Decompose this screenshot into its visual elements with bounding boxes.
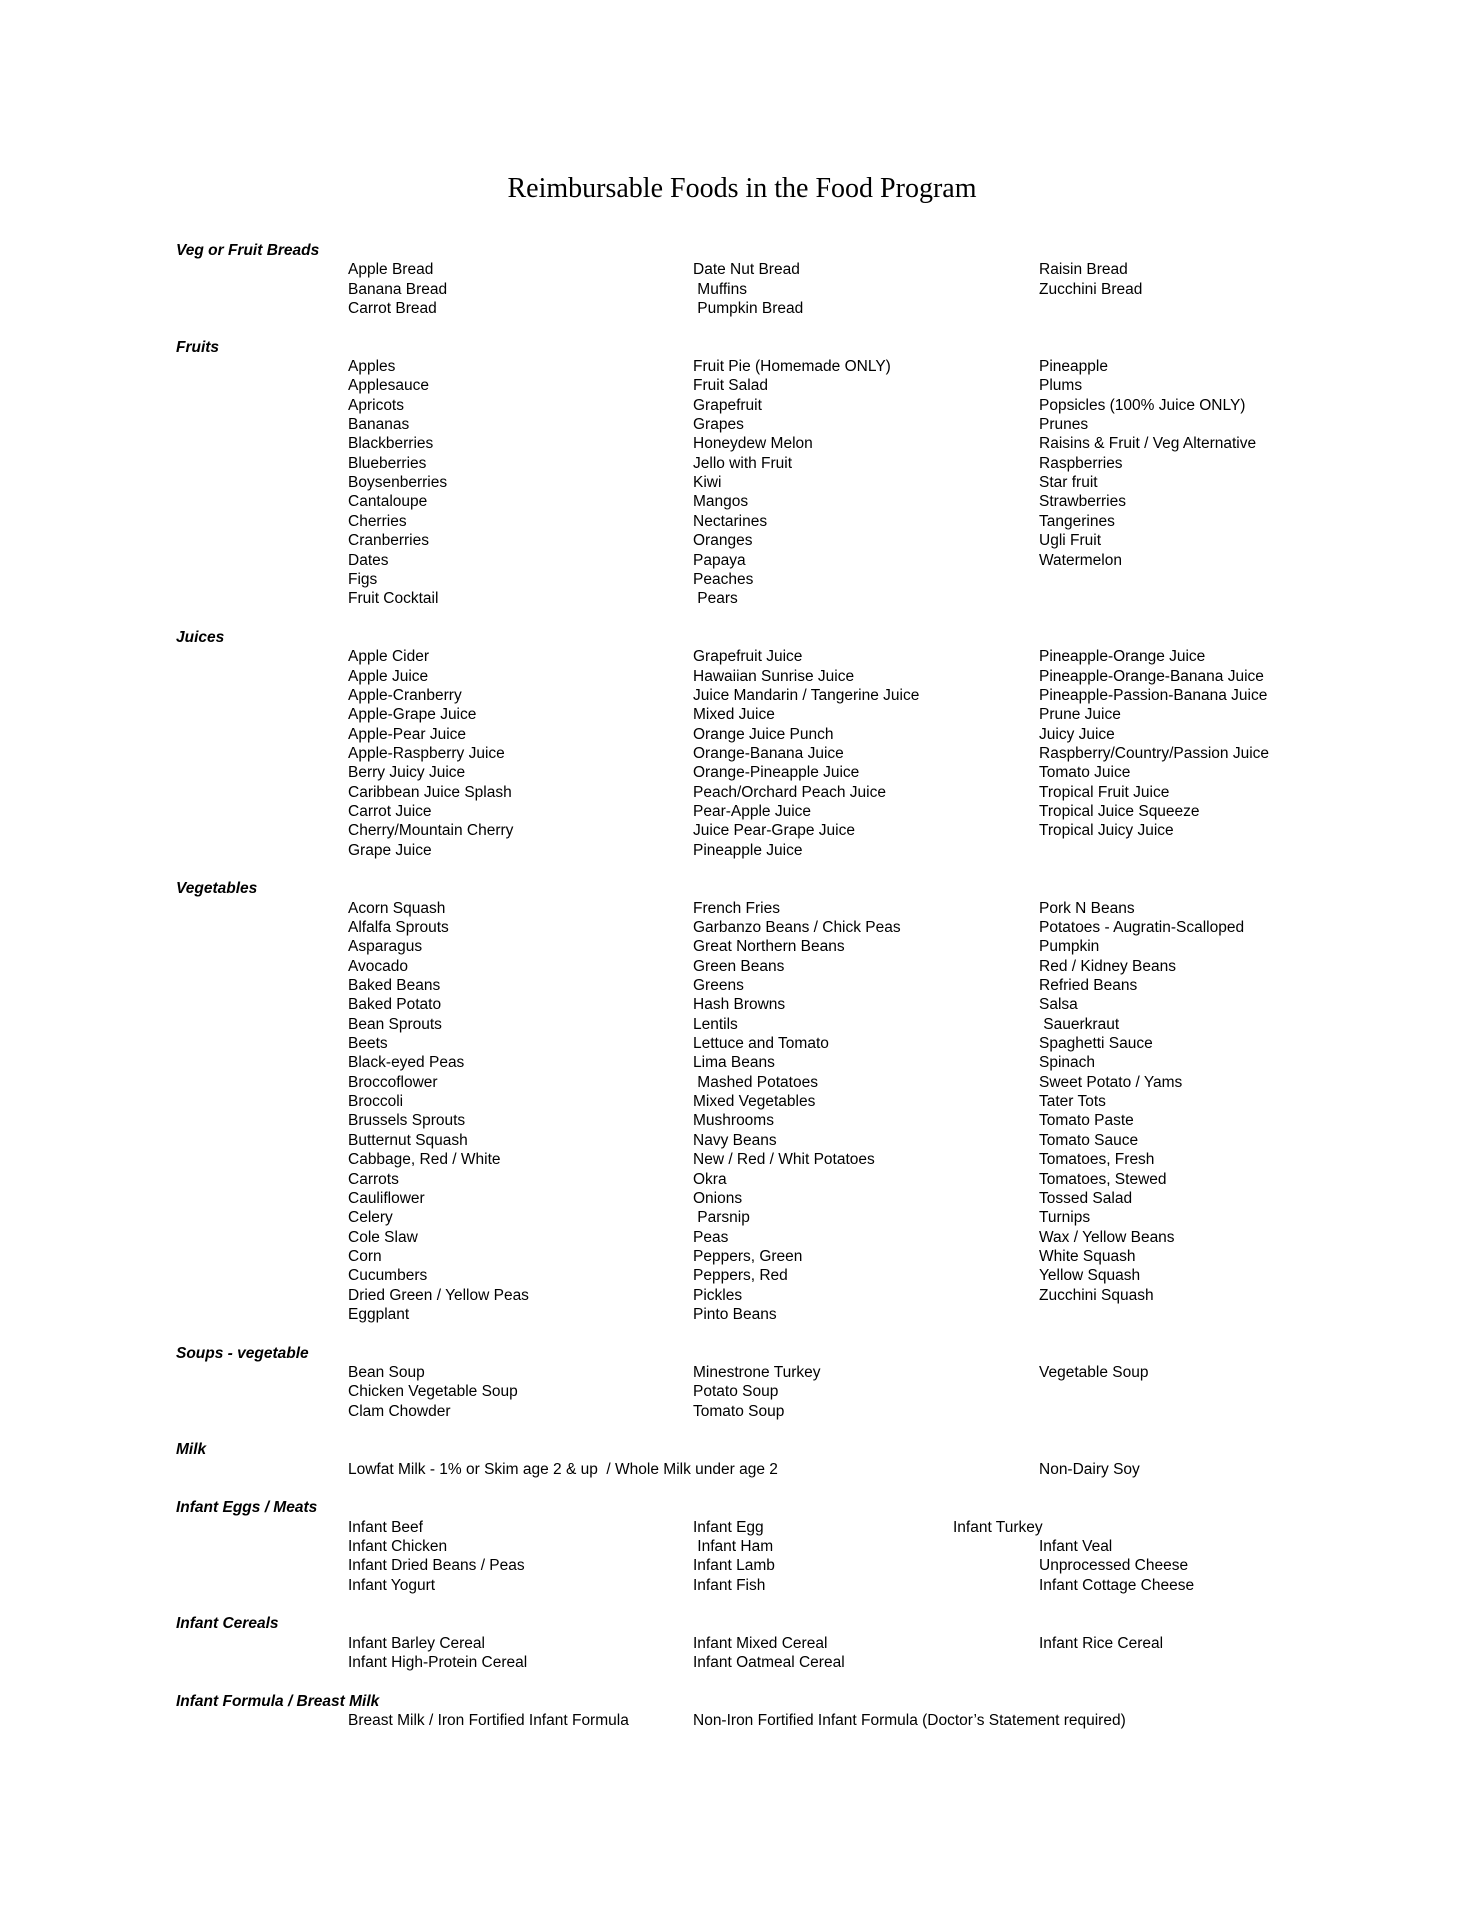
food-row <box>0 376 1484 395</box>
food-item: Infant Mixed Cereal <box>693 1634 828 1652</box>
food-item: Raspberry/Country/Passion Juice <box>1039 744 1270 762</box>
food-row <box>0 1073 1484 1092</box>
food-item: Non-Dairy Soy <box>1039 1460 1140 1478</box>
food-row <box>0 686 1484 705</box>
food-row <box>0 260 1484 279</box>
food-item: Tomato Juice <box>1039 764 1131 782</box>
food-item: Peach/Orchard Peach Juice <box>693 783 886 801</box>
food-item: Cauliflower <box>348 1189 425 1207</box>
section-heading: Soups - vegetable <box>176 1344 309 1362</box>
section-heading-row <box>0 338 1484 357</box>
section-heading: Infant Formula / Breast Milk <box>176 1692 380 1710</box>
food-item: Blackberries <box>348 435 434 453</box>
food-item: Lowfat Milk - 1% or Skim age 2 & up / Whole Milk under age 2 <box>348 1460 778 1478</box>
food-item: Date Nut Bread <box>693 261 800 279</box>
food-item: Cabbage, Red / White <box>348 1151 501 1169</box>
food-item: Beets <box>348 1035 388 1053</box>
food-item: Pineapple <box>1039 358 1108 376</box>
food-row <box>0 841 1484 860</box>
food-row <box>0 725 1484 744</box>
food-item: Apple Cider <box>348 648 429 666</box>
food-row <box>0 1382 1484 1401</box>
food-item: Avocado <box>348 957 409 975</box>
food-item: Infant Cottage Cheese <box>1039 1576 1195 1594</box>
food-item: French Fries <box>693 899 780 917</box>
food-item: Pumpkin <box>1039 938 1100 956</box>
section-heading-row <box>0 1344 1484 1363</box>
food-item: Infant Veal <box>1039 1538 1113 1556</box>
section-heading-row <box>0 628 1484 647</box>
food-row <box>0 1634 1484 1653</box>
section-heading: Infant Eggs / Meats <box>176 1499 318 1517</box>
food-item: Juicy Juice <box>1039 725 1115 743</box>
food-item: Jello with Fruit <box>693 454 793 472</box>
food-item: Corn <box>348 1247 382 1265</box>
food-item: Cherries <box>348 512 407 530</box>
food-row <box>0 1015 1484 1034</box>
food-row <box>0 415 1484 434</box>
section-spacer <box>0 1595 1484 1614</box>
food-row <box>0 763 1484 782</box>
food-item: Juice Pear-Grape Juice <box>693 822 855 840</box>
food-item: Great Northern Beans <box>693 938 845 956</box>
food-row <box>0 1131 1484 1150</box>
food-row <box>0 899 1484 918</box>
section-heading-row <box>0 1498 1484 1517</box>
food-item: Prune Juice <box>1039 706 1121 724</box>
section-heading-row <box>0 241 1484 260</box>
food-row <box>0 531 1484 550</box>
food-item: Broccoflower <box>348 1073 438 1091</box>
food-item: Bean Soup <box>348 1363 425 1381</box>
food-item: Refried Beans <box>1039 977 1138 995</box>
food-row <box>0 1150 1484 1169</box>
food-item: Mixed Vegetables <box>693 1093 816 1111</box>
food-row <box>0 280 1484 299</box>
food-item: Boysenberries <box>348 474 448 492</box>
food-item: Grapes <box>693 416 744 434</box>
food-row <box>0 396 1484 415</box>
food-row <box>0 802 1484 821</box>
food-item: Ugli Fruit <box>1039 532 1102 550</box>
food-item: Watermelon <box>1039 551 1122 569</box>
food-item: Brussels Sprouts <box>348 1112 466 1130</box>
section-heading: Fruits <box>176 338 220 356</box>
food-row <box>0 1556 1484 1575</box>
food-item: Garbanzo Beans / Chick Peas <box>693 919 901 937</box>
food-row <box>0 995 1484 1014</box>
food-item: Tomato Paste <box>1039 1112 1134 1130</box>
food-item: Spinach <box>1039 1054 1096 1072</box>
food-item: Fruit Cocktail <box>348 590 439 608</box>
food-item: Hash Browns <box>693 996 786 1014</box>
food-item: Yellow Squash <box>1039 1267 1141 1285</box>
food-item: Wax / Yellow Beans <box>1039 1228 1175 1246</box>
food-item: Grape Juice <box>348 841 432 859</box>
food-item: Cherry/Mountain Cherry <box>348 822 514 840</box>
food-item: Tomatoes, Stewed <box>1039 1170 1167 1188</box>
food-item: Mixed Juice <box>693 706 775 724</box>
food-item: Breast Milk / Iron Fortified Infant Formula <box>348 1712 629 1730</box>
food-item: Carrots <box>348 1170 399 1188</box>
food-row <box>0 1189 1484 1208</box>
section-heading-row <box>0 1614 1484 1633</box>
food-row <box>0 1266 1484 1285</box>
food-row <box>0 1711 1484 1730</box>
food-item: Infant Egg <box>693 1518 764 1536</box>
food-item: Apple-Grape Juice <box>348 706 477 724</box>
food-item: Raisin Bread <box>1039 261 1128 279</box>
food-item: Vegetable Soup <box>1039 1363 1149 1381</box>
food-row <box>0 1247 1484 1266</box>
food-item: Pineapple-Passion-Banana Juice <box>1039 686 1268 704</box>
food-item: Okra <box>693 1170 727 1188</box>
food-item: Applesauce <box>348 377 430 395</box>
food-row <box>0 783 1484 802</box>
food-row <box>0 821 1484 840</box>
food-item: Acorn Squash <box>348 899 446 917</box>
food-item: Minestrone Turkey <box>693 1363 821 1381</box>
food-item: Pumpkin Bread <box>693 300 804 318</box>
food-item: Popsicles (100% Juice ONLY) <box>1039 396 1246 414</box>
food-item: Peas <box>693 1228 729 1246</box>
food-row <box>0 1034 1484 1053</box>
food-row <box>0 1092 1484 1111</box>
food-item: Tomato Soup <box>693 1402 785 1420</box>
food-item: Onions <box>693 1189 743 1207</box>
food-item: Mushrooms <box>693 1112 774 1130</box>
food-item: Zucchini Squash <box>1039 1286 1154 1304</box>
food-item: Tangerines <box>1039 512 1115 530</box>
food-item: Star fruit <box>1039 474 1098 492</box>
food-row <box>0 957 1484 976</box>
food-item: Cantaloupe <box>348 493 428 511</box>
food-item: Banana Bread <box>348 280 448 298</box>
food-item: Orange Juice Punch <box>693 725 834 743</box>
food-item: Peaches <box>693 570 754 588</box>
food-row <box>0 1402 1484 1421</box>
food-item: Turnips <box>1039 1209 1091 1227</box>
food-item: Carrot Juice <box>348 802 432 820</box>
food-item: Bananas <box>348 416 410 434</box>
food-row <box>0 570 1484 589</box>
food-item: Parsnip <box>693 1209 750 1227</box>
food-item: Baked Beans <box>348 977 441 995</box>
food-item: Berry Juicy Juice <box>348 764 466 782</box>
section-spacer <box>0 318 1484 337</box>
food-item: Peppers, Red <box>693 1267 788 1285</box>
food-row <box>0 1286 1484 1305</box>
food-item: Raspberries <box>1039 454 1123 472</box>
food-item: Caribbean Juice Splash <box>348 783 512 801</box>
food-item: Greens <box>693 977 744 995</box>
food-item: Lettuce and Tomato <box>693 1035 829 1053</box>
food-item: Infant Ham <box>693 1538 774 1556</box>
food-row <box>0 705 1484 724</box>
page-title: Reimbursable Foods in the Food Program <box>507 173 977 204</box>
food-item: Pinto Beans <box>693 1305 777 1323</box>
food-item: Non-Iron Fortified Infant Formula (Doctor’s Statement required) <box>693 1712 1126 1730</box>
food-item: Salsa <box>1039 996 1078 1014</box>
food-item: Bean Sprouts <box>348 1015 442 1033</box>
food-item: Broccoli <box>348 1093 404 1111</box>
section-heading: Juices <box>176 628 225 646</box>
food-item: Orange-Pineapple Juice <box>693 764 860 782</box>
food-item: Grapefruit Juice <box>693 648 803 666</box>
food-row <box>0 589 1484 608</box>
food-item: Infant Turkey <box>953 1518 1043 1536</box>
food-row <box>0 744 1484 763</box>
food-item: Sauerkraut <box>1039 1015 1120 1033</box>
food-item: Unprocessed Cheese <box>1039 1557 1189 1575</box>
food-item: Pineapple Juice <box>693 841 803 859</box>
food-item: Orange-Banana Juice <box>693 744 844 762</box>
food-row <box>0 357 1484 376</box>
food-item: Juice Mandarin / Tangerine Juice <box>693 686 920 704</box>
food-item: Apple Juice <box>348 667 429 685</box>
section-spacer <box>0 1479 1484 1498</box>
food-item: Asparagus <box>348 938 423 956</box>
food-item: Infant Beef <box>348 1518 423 1536</box>
food-row <box>0 1537 1484 1556</box>
food-item: Navy Beans <box>693 1131 777 1149</box>
food-item: Apple-Cranberry <box>348 686 462 704</box>
food-item: Chicken Vegetable Soup <box>348 1383 518 1401</box>
food-item: Hawaiian Sunrise Juice <box>693 667 855 685</box>
food-item: Tomatoes, Fresh <box>1039 1151 1155 1169</box>
food-item: Pears <box>693 590 738 608</box>
food-item: Sweet Potato / Yams <box>1039 1073 1183 1091</box>
food-item: Infant Barley Cereal <box>348 1634 485 1652</box>
food-item: Apples <box>348 358 396 376</box>
food-item: Zucchini Bread <box>1039 280 1143 298</box>
food-item: Baked Potato <box>348 996 442 1014</box>
food-item: White Squash <box>1039 1247 1136 1265</box>
food-item: Clam Chowder <box>348 1402 451 1420</box>
section-spacer <box>0 860 1484 879</box>
food-row <box>0 976 1484 995</box>
food-item: Dried Green / Yellow Peas <box>348 1286 529 1304</box>
food-item: Pork N Beans <box>1039 899 1135 917</box>
food-item: Infant Yogurt <box>348 1576 436 1594</box>
food-item: Tropical Juice Squeeze <box>1039 802 1200 820</box>
food-item: Infant High-Protein Cereal <box>348 1654 528 1672</box>
section-heading: Vegetables <box>176 880 258 898</box>
food-item: Potato Soup <box>693 1383 779 1401</box>
section-heading: Milk <box>176 1441 207 1459</box>
food-item: Oranges <box>693 532 753 550</box>
food-item: Pineapple-Orange Juice <box>1039 648 1206 666</box>
food-row <box>0 492 1484 511</box>
section-heading: Veg or Fruit Breads <box>176 242 320 259</box>
food-row <box>0 1111 1484 1130</box>
food-item: Kiwi <box>693 474 722 492</box>
food-item: Plums <box>1039 377 1083 395</box>
food-item: Apple-Pear Juice <box>348 725 467 743</box>
food-item: Honeydew Melon <box>693 435 813 453</box>
section-heading-row <box>0 879 1484 898</box>
food-item: Muffins <box>693 280 747 298</box>
food-item: Tropical Juicy Juice <box>1039 822 1174 840</box>
food-item: Pear-Apple Juice <box>693 802 812 820</box>
food-row <box>0 1053 1484 1072</box>
food-item: Infant Rice Cereal <box>1039 1634 1164 1652</box>
food-item: Fruit Salad <box>693 377 768 395</box>
section-spacer <box>0 1421 1484 1440</box>
food-item: Mashed Potatoes <box>693 1073 818 1091</box>
food-item: Papaya <box>693 551 746 569</box>
food-item: Eggplant <box>348 1305 410 1323</box>
food-item: Apple-Raspberry Juice <box>348 744 505 762</box>
food-item: Cucumbers <box>348 1267 428 1285</box>
food-item: Potatoes - Augratin-Scalloped <box>1039 919 1245 937</box>
food-item: Pickles <box>693 1286 743 1304</box>
food-item: Infant Dried Beans / Peas <box>348 1557 525 1575</box>
food-item: Tater Tots <box>1039 1093 1106 1111</box>
food-row <box>0 1305 1484 1324</box>
food-row <box>0 918 1484 937</box>
food-item: Celery <box>348 1209 393 1227</box>
section-spacer <box>0 1324 1484 1343</box>
food-item: Tropical Fruit Juice <box>1039 783 1170 801</box>
food-item: Blueberries <box>348 454 427 472</box>
section-heading: Infant Cereals <box>176 1615 279 1633</box>
food-item: Strawberries <box>1039 493 1126 511</box>
food-item: New / Red / Whit Potatoes <box>693 1151 875 1169</box>
food-item: Black-eyed Peas <box>348 1054 465 1072</box>
food-item: Butternut Squash <box>348 1131 468 1149</box>
food-row <box>0 1460 1484 1479</box>
food-item: Figs <box>348 570 378 588</box>
section-heading-row <box>0 1440 1484 1459</box>
food-item: Infant Lamb <box>693 1557 775 1575</box>
food-item: Infant Fish <box>693 1576 766 1594</box>
food-row <box>0 454 1484 473</box>
food-item: Red / Kidney Beans <box>1039 957 1177 975</box>
food-row <box>0 512 1484 531</box>
food-item: Lima Beans <box>693 1054 775 1072</box>
food-row <box>0 1208 1484 1227</box>
food-row <box>0 299 1484 318</box>
food-item: Nectarines <box>693 512 768 530</box>
food-item: Cole Slaw <box>348 1228 418 1246</box>
food-item: Apple Bread <box>348 261 434 279</box>
food-row <box>0 937 1484 956</box>
section-spacer <box>0 609 1484 628</box>
food-item: Spaghetti Sauce <box>1039 1035 1153 1053</box>
food-item: Alfalfa Sprouts <box>348 919 449 937</box>
section-spacer <box>0 1672 1484 1691</box>
food-item: Carrot Bread <box>348 300 437 318</box>
food-row <box>0 1576 1484 1595</box>
food-item: Green Beans <box>693 957 785 975</box>
food-item: Grapefruit <box>693 396 762 414</box>
food-row <box>0 667 1484 686</box>
food-row <box>0 551 1484 570</box>
food-item: Cranberries <box>348 532 429 550</box>
food-item: Lentils <box>693 1015 738 1033</box>
food-item: Pineapple-Orange-Banana Juice <box>1039 667 1264 685</box>
food-item: Raisins & Fruit / Veg Alternative <box>1039 435 1257 453</box>
food-item: Dates <box>348 551 389 569</box>
food-item: Tossed Salad <box>1039 1189 1133 1207</box>
food-item: Infant Chicken <box>348 1538 448 1556</box>
food-row <box>0 647 1484 666</box>
food-item: Peppers, Green <box>693 1247 803 1265</box>
food-row <box>0 1363 1484 1382</box>
food-item: Mangos <box>693 493 749 511</box>
food-item: Prunes <box>1039 416 1089 434</box>
food-item: Fruit Pie (Homemade ONLY) <box>693 358 891 376</box>
food-item: Apricots <box>348 396 404 414</box>
food-list <box>0 241 1484 1730</box>
food-row <box>0 1653 1484 1672</box>
food-row <box>0 1228 1484 1247</box>
food-item: Tomato Sauce <box>1039 1131 1139 1149</box>
food-row <box>0 1170 1484 1189</box>
food-row <box>0 434 1484 453</box>
food-row <box>0 473 1484 492</box>
food-item: Infant Oatmeal Cereal <box>693 1654 845 1672</box>
section-heading-row <box>0 1692 1484 1711</box>
food-row <box>0 1518 1484 1537</box>
